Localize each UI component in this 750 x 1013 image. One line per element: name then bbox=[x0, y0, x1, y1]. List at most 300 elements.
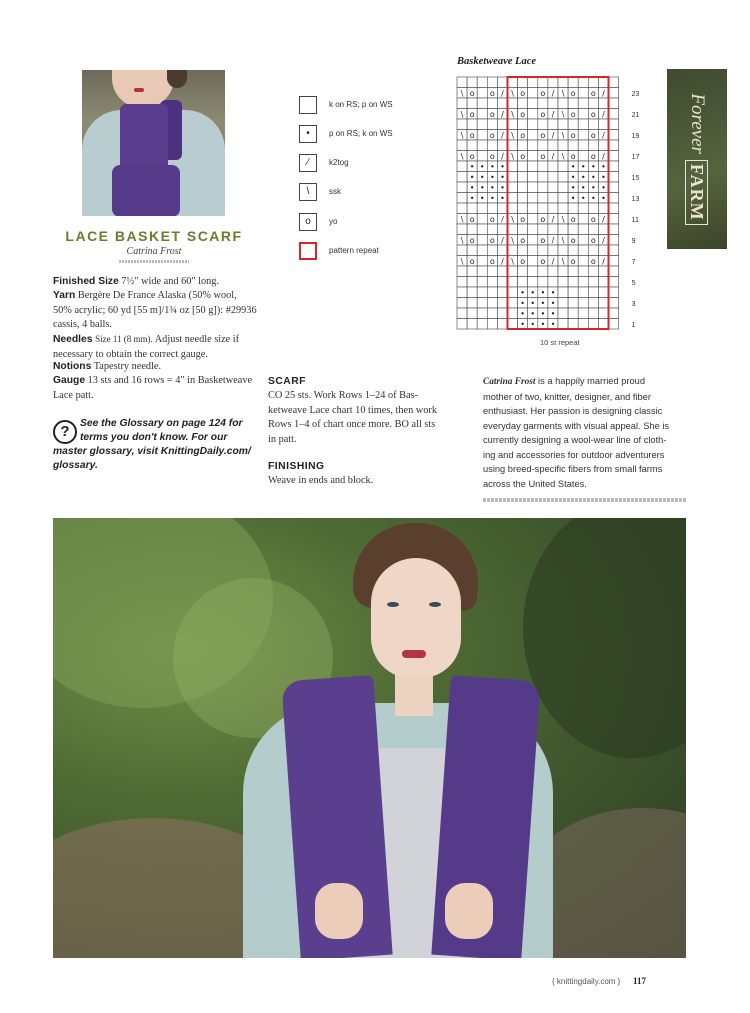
chart-cell bbox=[487, 277, 497, 288]
chart-cell bbox=[568, 98, 578, 109]
row-number: 5 bbox=[631, 279, 636, 287]
chart-cell bbox=[558, 308, 568, 319]
scarf-heading: SCARF bbox=[268, 376, 306, 387]
chart-symbol: • bbox=[530, 309, 536, 319]
chart-cell bbox=[467, 77, 477, 88]
legend-ssk-label: ssk bbox=[329, 187, 341, 196]
chart-symbol: \ bbox=[561, 109, 565, 119]
chart-cell bbox=[457, 193, 467, 204]
chart-cell bbox=[568, 277, 578, 288]
chart-symbol: / bbox=[501, 235, 504, 245]
chart-symbol: o bbox=[540, 235, 546, 245]
chart-symbol: • bbox=[540, 319, 546, 329]
chart-symbol: o bbox=[570, 109, 576, 119]
chart-cell bbox=[588, 140, 598, 151]
chart-symbol: • bbox=[601, 172, 606, 182]
legend-purl-box: • bbox=[299, 125, 317, 143]
chart-cell bbox=[578, 214, 588, 225]
chart-cell bbox=[477, 245, 487, 256]
row-number: 7 bbox=[631, 258, 636, 266]
chart-symbol: • bbox=[540, 288, 546, 298]
chart-symbol: o bbox=[469, 109, 475, 119]
chart-symbol: o bbox=[520, 235, 526, 245]
chart-symbol: • bbox=[489, 172, 495, 182]
chart-cell bbox=[457, 182, 467, 193]
chart-cell bbox=[508, 172, 518, 183]
chart-cell bbox=[457, 308, 467, 319]
chart-symbol: o bbox=[469, 214, 475, 224]
chart-cell bbox=[477, 119, 487, 130]
chart-symbol: \ bbox=[561, 256, 565, 266]
chart-cell bbox=[568, 308, 578, 319]
chart-cell bbox=[558, 245, 568, 256]
chart-symbol: • bbox=[500, 162, 505, 172]
chart-symbol: • bbox=[479, 183, 485, 193]
knitting-chart bbox=[456, 76, 641, 334]
chart-symbol: • bbox=[500, 193, 505, 203]
chart-symbol: • bbox=[550, 309, 556, 319]
chart-cell bbox=[568, 245, 578, 256]
chart-cell bbox=[609, 98, 619, 109]
chart-cell bbox=[457, 172, 467, 183]
chart-cell bbox=[528, 193, 538, 204]
chart-cell bbox=[457, 77, 467, 88]
chart-cell bbox=[487, 98, 497, 109]
chart-cell bbox=[578, 319, 588, 330]
chart-symbol: • bbox=[520, 309, 526, 319]
chart-cell bbox=[467, 203, 477, 214]
chart-symbol: • bbox=[479, 193, 485, 203]
repeat-label: 10 st repeat bbox=[540, 338, 580, 347]
chart-cell bbox=[477, 308, 487, 319]
chart-symbol: o bbox=[540, 151, 546, 161]
legend-yo-label: yo bbox=[329, 217, 338, 226]
chart-cell bbox=[497, 298, 507, 309]
chart-symbol: o bbox=[520, 151, 526, 161]
chart-cell bbox=[568, 77, 578, 88]
legend-k2tog-label: k2tog bbox=[329, 158, 349, 167]
chart-cell bbox=[508, 319, 518, 330]
chart-cell bbox=[518, 203, 528, 214]
chart-cell bbox=[528, 245, 538, 256]
chart-symbol: \ bbox=[561, 214, 565, 224]
chart-cell bbox=[598, 277, 608, 288]
chart-cell bbox=[609, 224, 619, 235]
chart-cell bbox=[518, 119, 528, 130]
chart-cell bbox=[578, 277, 588, 288]
chart-cell bbox=[588, 98, 598, 109]
chart-symbol: • bbox=[570, 193, 576, 203]
chart-cell bbox=[568, 287, 578, 298]
chart-symbol: • bbox=[550, 298, 556, 308]
chart-symbol: / bbox=[501, 256, 504, 266]
chart-cell bbox=[518, 98, 528, 109]
spec-gauge: Gauge 13 sts and 16 rows = 4" in Basketweave Lace patt. bbox=[53, 375, 253, 401]
chart-cell bbox=[578, 151, 588, 162]
chart-symbol: • bbox=[570, 172, 576, 182]
chart-cell bbox=[538, 224, 548, 235]
chart-symbol: o bbox=[520, 88, 526, 98]
chart-cell bbox=[538, 140, 548, 151]
chart-symbol: o bbox=[540, 109, 546, 119]
chart-cell bbox=[548, 98, 558, 109]
spec-notions: Notions Tapestry needle. bbox=[53, 361, 162, 372]
chart-cell bbox=[497, 308, 507, 319]
chart-cell bbox=[477, 214, 487, 225]
chart-symbol: o bbox=[570, 214, 576, 224]
chart-symbol: • bbox=[489, 162, 495, 172]
chart-symbol: • bbox=[500, 172, 505, 182]
chart-cell bbox=[467, 277, 477, 288]
chart-cell bbox=[588, 203, 598, 214]
chart-symbol: / bbox=[551, 151, 555, 161]
chart-cell bbox=[558, 98, 568, 109]
glossary-note-cont: master glossary, visit KnittingDaily.com/ glossary. bbox=[53, 446, 251, 471]
chart-symbol: • bbox=[590, 162, 596, 172]
chart-symbol: • bbox=[601, 193, 606, 203]
chart-cell bbox=[477, 319, 487, 330]
chart-cell bbox=[497, 77, 507, 88]
chart-cell bbox=[598, 245, 608, 256]
chart-symbol: o bbox=[489, 151, 495, 161]
chart-cell bbox=[548, 77, 558, 88]
chart-cell bbox=[487, 319, 497, 330]
chart-cell bbox=[528, 172, 538, 183]
chart-symbol: o bbox=[469, 151, 475, 161]
chart-symbol: • bbox=[469, 183, 475, 193]
chart-cell bbox=[497, 140, 507, 151]
chart-cell bbox=[548, 203, 558, 214]
chart-cell bbox=[477, 130, 487, 141]
legend-purl-label: p on RS; k on WS bbox=[329, 129, 393, 138]
tab-word-text: FARM bbox=[686, 160, 709, 225]
chart-cell bbox=[457, 277, 467, 288]
chart-cell bbox=[528, 119, 538, 130]
designer-bio: Catrina Frost is a happily married proud mother of two, knitter, designer, and fiber enthusiast. Her passion is designing classic everyday garments with visual appeal. She is currently designing a wool-wear line of cloth- ing and accessories for outdoor adventurers using breed-specific fibers from small farms across the United States. bbox=[483, 376, 670, 489]
chart-cell bbox=[457, 140, 467, 151]
chart-symbol: \ bbox=[511, 151, 514, 161]
chart-cell bbox=[457, 98, 467, 109]
chart-symbol: • bbox=[590, 183, 596, 193]
chart-symbol: o bbox=[469, 88, 475, 98]
chart-cell bbox=[528, 266, 538, 277]
chart-cell bbox=[467, 308, 477, 319]
chart-cell bbox=[467, 298, 477, 309]
chart-cell bbox=[487, 308, 497, 319]
chart-cell bbox=[598, 308, 608, 319]
chart-cell bbox=[508, 182, 518, 193]
chart-symbol: o bbox=[489, 130, 495, 140]
chart-symbol: / bbox=[551, 214, 555, 224]
chart-cell bbox=[558, 161, 568, 172]
row-number: 15 bbox=[631, 174, 640, 182]
chart-symbol: o bbox=[489, 88, 495, 98]
chart-cell bbox=[518, 77, 528, 88]
chart-cell bbox=[477, 256, 487, 267]
chart-cell bbox=[518, 277, 528, 288]
chart-symbol: • bbox=[530, 319, 536, 329]
chart-symbol: • bbox=[469, 193, 475, 203]
chart-cell bbox=[467, 287, 477, 298]
chart-cell bbox=[558, 140, 568, 151]
chart-symbol: o bbox=[540, 88, 546, 98]
legend-repeat-box bbox=[299, 242, 317, 260]
chart-cell bbox=[588, 77, 598, 88]
chart-symbol: • bbox=[590, 193, 596, 203]
chart-cell bbox=[467, 266, 477, 277]
chart-cell bbox=[609, 119, 619, 130]
row-number: 19 bbox=[631, 132, 640, 140]
footer-site: { knittingdaily.com } bbox=[552, 977, 621, 986]
chart-symbol: • bbox=[550, 319, 556, 329]
chart-cell bbox=[477, 298, 487, 309]
chart-symbol: \ bbox=[561, 235, 565, 245]
chart-cell bbox=[558, 298, 568, 309]
chart-cell bbox=[508, 203, 518, 214]
chart-cell bbox=[609, 214, 619, 225]
chart-cell bbox=[477, 287, 487, 298]
chart-cell bbox=[598, 77, 608, 88]
chart-cell bbox=[518, 245, 528, 256]
chart-symbol: / bbox=[501, 130, 504, 140]
spec-finished-size: Finished Size 7½" wide and 60" long. bbox=[53, 276, 220, 287]
chart-cell bbox=[528, 214, 538, 225]
chart-cell bbox=[528, 88, 538, 99]
chart-cell bbox=[538, 245, 548, 256]
chart-cell bbox=[538, 98, 548, 109]
chart-cell bbox=[558, 182, 568, 193]
chart-cell bbox=[588, 224, 598, 235]
chart-cell bbox=[477, 98, 487, 109]
chart-cell bbox=[598, 298, 608, 309]
chart-cell bbox=[588, 277, 598, 288]
chart-symbol: o bbox=[489, 256, 495, 266]
chart-cell bbox=[609, 140, 619, 151]
chart-symbol: • bbox=[469, 172, 475, 182]
chart-symbol: • bbox=[601, 183, 606, 193]
chart-cell bbox=[467, 319, 477, 330]
chart-cell bbox=[578, 245, 588, 256]
chart-cell bbox=[457, 266, 467, 277]
main-photo bbox=[53, 518, 686, 958]
chart-cell bbox=[578, 88, 588, 99]
chart-cell bbox=[568, 140, 578, 151]
chart-symbol: • bbox=[479, 172, 485, 182]
legend-k2tog-box: ⁄ bbox=[299, 154, 317, 172]
chart-symbol: / bbox=[602, 256, 605, 266]
legend-repeat-label: pattern repeat bbox=[329, 246, 379, 255]
chart-cell bbox=[508, 77, 518, 88]
chart-cell bbox=[578, 109, 588, 120]
chart-cell bbox=[528, 109, 538, 120]
chart-cell bbox=[457, 161, 467, 172]
chart-cell bbox=[558, 172, 568, 183]
chart-cell bbox=[528, 151, 538, 162]
chart-symbol: • bbox=[520, 288, 526, 298]
chart-cell bbox=[477, 277, 487, 288]
tab-script-text: Forever bbox=[687, 93, 708, 154]
chart-cell bbox=[588, 319, 598, 330]
chart-cell bbox=[609, 287, 619, 298]
chart-symbol: • bbox=[590, 172, 596, 182]
chart-cell bbox=[578, 256, 588, 267]
chart-cell bbox=[598, 98, 608, 109]
chart-cell bbox=[518, 193, 528, 204]
chart-symbol: • bbox=[580, 162, 586, 172]
chart-symbol: \ bbox=[460, 130, 464, 140]
chart-symbol: \ bbox=[511, 214, 514, 224]
chart-cell bbox=[538, 203, 548, 214]
chart-symbol: / bbox=[551, 130, 555, 140]
chart-symbol: o bbox=[469, 130, 475, 140]
chart-symbol: o bbox=[520, 130, 526, 140]
spec-needles: Needles Size 11 (8 mm). Adjust needle size if necessary to obtain the correct gauge. bbox=[53, 334, 240, 360]
chart-cell bbox=[457, 287, 467, 298]
chart-symbol: / bbox=[602, 109, 605, 119]
chart-cell bbox=[477, 77, 487, 88]
chart-symbol: o bbox=[590, 235, 596, 245]
chart-symbol: o bbox=[520, 109, 526, 119]
chart-cell bbox=[467, 140, 477, 151]
chart-cell bbox=[568, 203, 578, 214]
chart-symbol: • bbox=[580, 193, 586, 203]
chart-cell bbox=[497, 98, 507, 109]
chart-cell bbox=[588, 119, 598, 130]
chart-cell bbox=[528, 277, 538, 288]
chart-cell bbox=[609, 245, 619, 256]
chart-cell bbox=[588, 308, 598, 319]
chart-cell bbox=[558, 266, 568, 277]
chart-cell bbox=[508, 266, 518, 277]
chart-symbol: / bbox=[602, 130, 605, 140]
chart-cell bbox=[508, 224, 518, 235]
chart-cell bbox=[588, 287, 598, 298]
chart-cell bbox=[558, 193, 568, 204]
chart-cell bbox=[538, 193, 548, 204]
row-number: 13 bbox=[631, 195, 640, 203]
chart-symbol: / bbox=[501, 109, 504, 119]
chart-cell bbox=[508, 298, 518, 309]
chart-cell bbox=[598, 287, 608, 298]
chart-cell bbox=[477, 140, 487, 151]
chart-symbol: o bbox=[570, 130, 576, 140]
chart-cell bbox=[609, 161, 619, 172]
chart-cell bbox=[578, 298, 588, 309]
chart-symbol: o bbox=[590, 109, 596, 119]
chart-symbol: o bbox=[590, 151, 596, 161]
chart-cell bbox=[467, 98, 477, 109]
chart-cell bbox=[558, 277, 568, 288]
chart-cell bbox=[538, 182, 548, 193]
chart-cell bbox=[508, 277, 518, 288]
chart-cell bbox=[457, 319, 467, 330]
chart-cell bbox=[487, 266, 497, 277]
chart-cell bbox=[528, 256, 538, 267]
chart-cell bbox=[477, 88, 487, 99]
chart-symbol: • bbox=[540, 298, 546, 308]
chart-cell bbox=[568, 319, 578, 330]
chart-symbol: \ bbox=[511, 256, 514, 266]
chart-cell bbox=[578, 203, 588, 214]
chart-cell bbox=[477, 266, 487, 277]
chart-symbol: o bbox=[489, 214, 495, 224]
chart-cell bbox=[558, 119, 568, 130]
chart-cell bbox=[467, 119, 477, 130]
chart-symbol: \ bbox=[511, 109, 514, 119]
top-photo bbox=[82, 70, 225, 216]
chart-cell bbox=[508, 161, 518, 172]
chart-symbol: o bbox=[489, 109, 495, 119]
spec-yarn: Yarn Bergère De France Alaska (50% wool, 50% acrylic; 60 yd [55 m]/1¾ oz [50 g]): #29936 cassis, 4 balls. bbox=[53, 290, 257, 330]
chart-symbol: \ bbox=[561, 130, 565, 140]
chart-symbol: / bbox=[551, 88, 555, 98]
chart-cell bbox=[609, 235, 619, 246]
chart-cell bbox=[598, 266, 608, 277]
chart-symbol: • bbox=[500, 183, 505, 193]
chart-symbol: • bbox=[601, 162, 606, 172]
chart-cell bbox=[497, 319, 507, 330]
row-number: 23 bbox=[631, 90, 640, 98]
chart-cell bbox=[578, 98, 588, 109]
chart-symbol: / bbox=[551, 109, 555, 119]
chart-cell bbox=[508, 140, 518, 151]
chart-cell bbox=[508, 119, 518, 130]
chart-cell bbox=[477, 235, 487, 246]
chart-cell bbox=[609, 77, 619, 88]
chart-symbol: / bbox=[551, 235, 555, 245]
chart-cell bbox=[538, 161, 548, 172]
chart-cell bbox=[578, 266, 588, 277]
glossary-note: See the Glossary on page 124 for terms you don't know. For our bbox=[80, 418, 243, 443]
chart-cell bbox=[548, 245, 558, 256]
chart-symbol: • bbox=[530, 298, 536, 308]
chart-symbol: / bbox=[602, 88, 605, 98]
chart-cell bbox=[497, 224, 507, 235]
chart-cell bbox=[518, 172, 528, 183]
chart-symbol: o bbox=[520, 214, 526, 224]
row-number: 1 bbox=[631, 321, 636, 329]
chart-cell bbox=[609, 256, 619, 267]
chart-symbol: • bbox=[489, 183, 495, 193]
finishing-body: Weave in ends and block. bbox=[268, 475, 374, 486]
chart-cell bbox=[578, 308, 588, 319]
chart-cell bbox=[487, 140, 497, 151]
chart-cell bbox=[457, 245, 467, 256]
chart-title: Basketweave Lace bbox=[457, 56, 537, 67]
chart-cell bbox=[477, 203, 487, 214]
chart-symbol: o bbox=[570, 256, 576, 266]
chart-symbol: • bbox=[520, 298, 526, 308]
chart-symbol: o bbox=[590, 214, 596, 224]
divider bbox=[483, 498, 686, 502]
chart-symbol: o bbox=[540, 256, 546, 266]
chart-cell bbox=[487, 119, 497, 130]
row-number: 11 bbox=[631, 216, 639, 224]
chart-symbol: \ bbox=[460, 235, 464, 245]
chart-symbol: \ bbox=[561, 88, 565, 98]
chart-cell bbox=[598, 224, 608, 235]
chart-symbol: • bbox=[489, 193, 495, 203]
chart-symbol: o bbox=[540, 214, 546, 224]
scarf-body: CO 25 sts. Work Rows 1–24 of Bas- ketweave Lace chart 10 times, then work Rows 1–4 of chart once more. BO all sts in patt. bbox=[268, 390, 437, 445]
chart-cell bbox=[508, 98, 518, 109]
row-number: 3 bbox=[631, 300, 636, 308]
chart-symbol: • bbox=[570, 183, 576, 193]
chart-cell bbox=[609, 193, 619, 204]
chart-cell bbox=[598, 140, 608, 151]
chart-symbol: o bbox=[469, 256, 475, 266]
chart-cell bbox=[528, 182, 538, 193]
